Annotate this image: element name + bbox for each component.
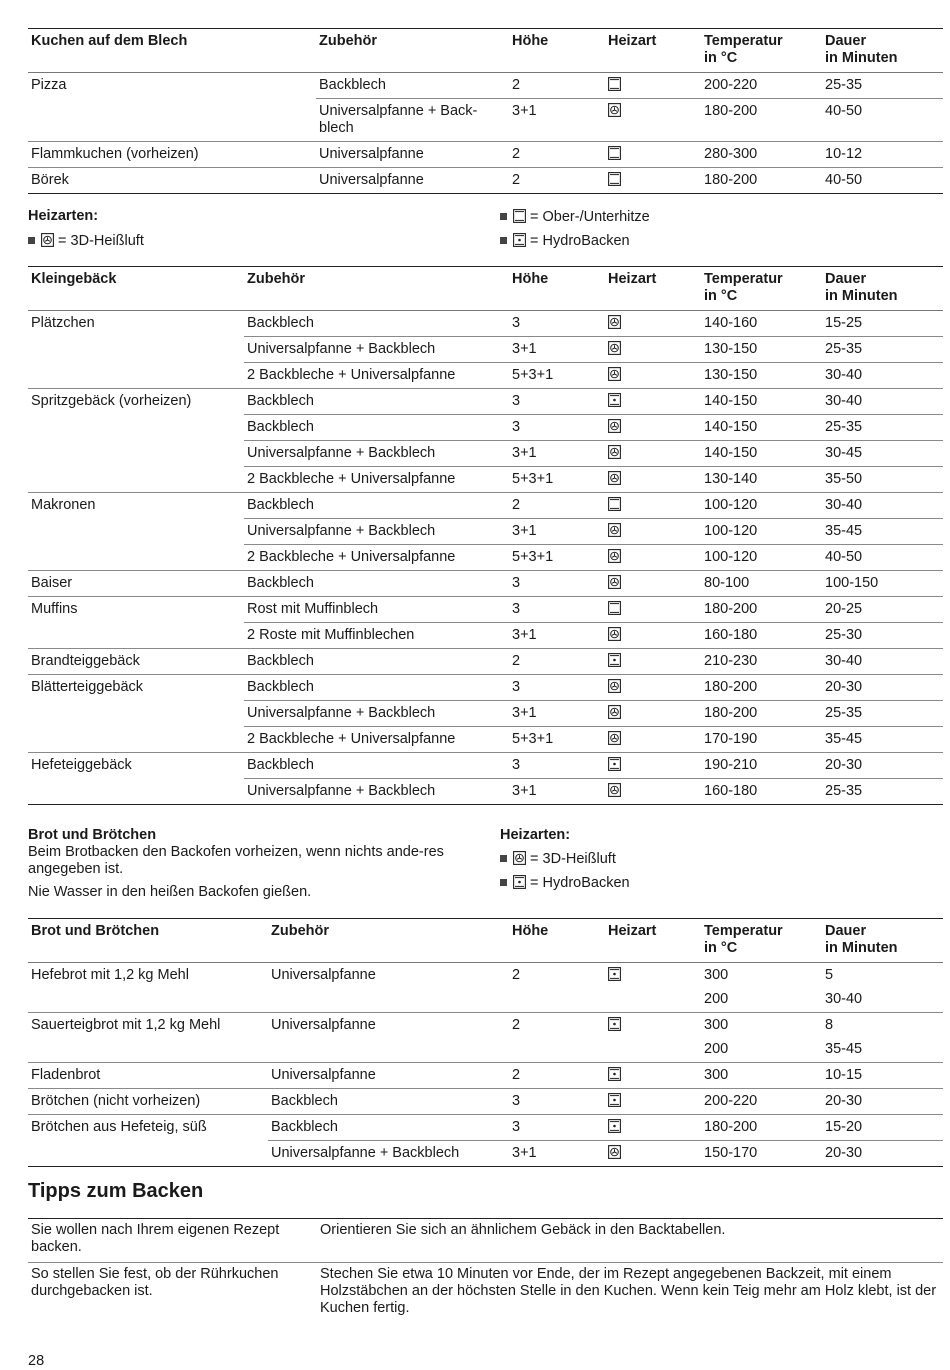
table-row [28,441,943,467]
cell-level: 2 [509,73,605,99]
cell-level: 3 [509,389,605,415]
cell-dish [28,99,316,142]
cell-temperature: 140-150 [701,389,822,415]
table-row [28,779,943,805]
table-row [28,1089,943,1115]
table-row [28,99,943,142]
cell-accessory: 2 Backbleche + Universalpfanne [244,545,509,571]
cell-dish: Fladenbrot [28,1063,268,1089]
cell-duration: 20-30 [822,1141,943,1167]
cell-temperature: 130-140 [701,467,822,493]
cell-heating [605,142,701,168]
cell-duration: 5 30-40 [822,963,943,1013]
cell-heating [605,1089,701,1115]
hydrobacken-icon [608,757,621,771]
legend-item-3d-heissluft: = 3D-Heißluft [28,232,144,250]
cell-duration: 15-20 [822,1115,943,1141]
cell-accessory: Backblech [268,1115,509,1141]
cell-level: 3+1 [509,99,605,142]
column-header-duration: Dauer in Minuten [822,919,943,963]
cell-heating [605,389,701,415]
cell-dish: Blätterteiggebäck [28,675,244,701]
cell-duration: 40-50 [822,99,943,142]
cell-heating [605,727,701,753]
cell-heating [605,597,701,623]
cell-duration: 25-35 [822,701,943,727]
cell-level: 3+1 [509,779,605,805]
cell-dish [28,727,244,753]
cell-duration: 35-45 [822,519,943,545]
cell-heating [605,753,701,779]
cell-duration: 35-45 [822,727,943,753]
hydrobacken-icon [608,1119,621,1133]
cell-heating [605,363,701,389]
column-header-level: Höhe [509,29,605,73]
cell-accessory: Universalpfanne [316,168,509,194]
cell-temperature: 150-170 [701,1141,822,1167]
3d-heissluft-icon [608,783,621,797]
cell-temperature: 180-200 [701,597,822,623]
cell-temperature: 300 [701,1063,822,1089]
cell-level: 3 [509,675,605,701]
cell-temperature: 140-150 [701,415,822,441]
section-title: Brot und Brötchen [28,827,157,843]
cell-temperature: 130-150 [701,337,822,363]
cell-level: 3+1 [509,519,605,545]
cell-temperature: 190-210 [701,753,822,779]
cell-dish [28,1141,268,1167]
cell-temperature: 100-120 [701,545,822,571]
cell-heating [605,415,701,441]
cell-accessory: Universalpfanne [268,1013,509,1063]
cell-duration: 40-50 [822,545,943,571]
cell-heating [605,1013,701,1063]
cell-duration: 30-40 [822,493,943,519]
cell-heating [605,545,701,571]
cell-heating [605,99,701,142]
hydrobacken-icon [608,967,621,981]
cell-heating [605,571,701,597]
cell-heating [605,675,701,701]
cell-duration: 25-35 [822,73,943,99]
3d-heissluft-icon [608,731,621,745]
cell-level: 5+3+1 [509,467,605,493]
cell-dish [28,363,244,389]
column-header-heating: Heizart [605,29,701,73]
table-kleingebaeck [28,266,943,805]
table-header-row [28,919,943,963]
cell-dish [28,441,244,467]
column-header-accessory: Zubehör [316,29,509,73]
table-row [28,571,943,597]
tip-question: Sie wollen nach Ihrem eigenen Rezept backen. [28,1219,317,1263]
legend-item-ober-unterhitze: = Ober-/Unterhitze [500,208,650,226]
cell-accessory: Universalpfanne + Back-blech [316,99,509,142]
tip-answer: Orientieren Sie sich an ähnlichem Gebäck in den Backtabellen. [317,1219,943,1263]
cell-level: 3+1 [509,337,605,363]
table-row [28,311,943,337]
cell-heating [605,1063,701,1089]
3d-heissluft-icon [608,549,621,563]
cell-level: 2 [509,649,605,675]
table-brot-und-broetchen [28,918,943,1167]
cell-temperature: 210-230 [701,649,822,675]
cell-level: 3+1 [509,623,605,649]
cell-dish [28,701,244,727]
ober-unterhitze-icon [608,497,621,511]
ober-unterhitze-icon [513,209,526,223]
column-header-accessory: Zubehör [244,267,509,311]
cell-duration: 25-30 [822,623,943,649]
cell-level: 5+3+1 [509,363,605,389]
tip-answer: Stechen Sie etwa 10 Minuten vor Ende, der im Rezept angegebenen Backzeit, mit einem Holzstäbchen an der höchsten Stelle in den Kuchen. Wenn kein Teig mehr am Holz klebt, ist der Kuchen fertig. [317,1263,943,1324]
cell-dish: Pizza [28,73,316,99]
cell-temperature: 180-200 [701,701,822,727]
table-row [28,363,943,389]
cell-level: 3+1 [509,1141,605,1167]
cell-level: 5+3+1 [509,545,605,571]
3d-heissluft-icon [608,341,621,355]
legend-title: Heizarten: [28,208,99,224]
table-row [28,1013,943,1063]
cell-temperature: 180-200 [701,168,822,194]
cell-heating [605,467,701,493]
cell-accessory: Universalpfanne [268,1063,509,1089]
cell-accessory: Rost mit Muffinblech [244,597,509,623]
cell-temperature: 280-300 [701,142,822,168]
cell-dish: Börek [28,168,316,194]
bullet-icon [500,879,507,886]
cell-accessory: 2 Backbleche + Universalpfanne [244,363,509,389]
3d-heissluft-icon [608,575,621,589]
cell-dish: Flammkuchen (vorheizen) [28,142,316,168]
cell-temperature: 180-200 [701,99,822,142]
3d-heissluft-icon [608,445,621,459]
cell-accessory: Backblech [244,675,509,701]
column-header-duration: Dauer in Minuten [822,29,943,73]
3d-heissluft-icon [608,627,621,641]
tips-row [28,1263,943,1324]
cell-accessory: Universalpfanne + Backblech [244,779,509,805]
cell-heating [605,441,701,467]
table-row [28,701,943,727]
cell-dish: Brötchen aus Hefeteig, süß [28,1115,268,1141]
cell-heating [605,779,701,805]
cell-heating [605,519,701,545]
3d-heissluft-icon [608,315,621,329]
cell-duration: 30-40 [822,363,943,389]
bullet-icon [28,237,35,244]
cell-heating [605,73,701,99]
table-row [28,649,943,675]
intro-text: Beim Brotbacken den Backofen vorheizen, wenn nichts ande-res angegeben ist. [28,844,444,877]
tip-question: So stellen Sie fest, ob der Rührkuchen durchgebacken ist. [28,1263,317,1324]
table-row [28,753,943,779]
cell-temperature: 160-180 [701,623,822,649]
cell-duration: 20-25 [822,597,943,623]
legend-item-3d-heissluft: = 3D-Heißluft [500,850,616,868]
cell-accessory: 2 Backbleche + Universalpfanne [244,467,509,493]
column-header-level: Höhe [509,919,605,963]
cell-level: 3 [509,1089,605,1115]
cell-dish [28,545,244,571]
cell-temperature: 140-160 [701,311,822,337]
ober-unterhitze-icon [608,172,621,186]
3d-heissluft-icon [608,367,621,381]
cell-level: 3 [509,311,605,337]
cell-dish: Muffins [28,597,244,623]
cell-dish: Baiser [28,571,244,597]
cell-heating [605,701,701,727]
cell-accessory: Universalpfanne + Backblech [244,519,509,545]
cell-level: 3 [509,1115,605,1141]
bullet-icon [500,237,507,244]
cell-level: 3+1 [509,701,605,727]
cell-level: 3+1 [509,441,605,467]
table-row [28,389,943,415]
cell-dish: Hefeteiggebäck [28,753,244,779]
cell-level: 2 [509,963,605,1013]
cell-temperature: 180-200 [701,675,822,701]
cell-level: 3 [509,571,605,597]
table-row [28,545,943,571]
cell-dish [28,779,244,805]
cell-duration: 35-50 [822,467,943,493]
table-row [28,1115,943,1141]
cell-duration: 20-30 [822,753,943,779]
cell-dish [28,519,244,545]
cell-temperature: 160-180 [701,779,822,805]
cell-duration: 8 35-45 [822,1013,943,1063]
cell-heating [605,311,701,337]
3d-heissluft-icon [608,103,621,117]
cell-accessory: Universalpfanne + Backblech [244,441,509,467]
cell-dish: Plätzchen [28,311,244,337]
3d-heissluft-icon [608,705,621,719]
table-row [28,142,943,168]
column-header-temperature: Temperatur in °C [701,267,822,311]
hydrobacken-icon [608,1017,621,1031]
bread-intro [28,827,468,901]
cell-accessory: 2 Backbleche + Universalpfanne [244,727,509,753]
3d-heissluft-icon [608,471,621,485]
cell-duration: 25-35 [822,415,943,441]
hydrobacken-icon [608,653,621,667]
table-row [28,623,943,649]
column-header-dish: Kleingebäck [28,267,244,311]
cell-duration: 25-35 [822,337,943,363]
cell-duration: 30-40 [822,389,943,415]
cell-accessory: Backblech [244,415,509,441]
cell-level: 2 [509,142,605,168]
cell-dish [28,467,244,493]
table-row [28,963,943,1013]
column-header-temperature: Temperatur in °C [701,919,822,963]
cell-duration: 25-35 [822,779,943,805]
table-row [28,1141,943,1167]
cell-accessory: Backblech [244,753,509,779]
cell-accessory: Universalpfanne + Backblech [244,337,509,363]
hydrobacken-icon [608,393,621,407]
table-row [28,337,943,363]
table-header-row [28,29,943,73]
cell-temperature: 200-220 [701,73,822,99]
3d-heissluft-icon [608,679,621,693]
intro-note: Nie Wasser in den heißen Backofen gießen. [28,884,312,900]
table-row [28,493,943,519]
cell-temperature: 130-150 [701,363,822,389]
cell-level: 2 [509,168,605,194]
hydrobacken-icon [608,1067,621,1081]
column-header-level: Höhe [509,267,605,311]
column-header-heating: Heizart [605,267,701,311]
ober-unterhitze-icon [608,77,621,91]
table-header-row [28,267,943,311]
column-header-heating: Heizart [605,919,701,963]
cell-duration: 10-12 [822,142,943,168]
cell-accessory: Universalpfanne [316,142,509,168]
cell-accessory: Backblech [316,73,509,99]
cell-duration: 40-50 [822,168,943,194]
3d-heissluft-icon [608,523,621,537]
cell-heating [605,649,701,675]
cell-heating [605,1141,701,1167]
column-header-duration: Dauer in Minuten [822,267,943,311]
cell-dish: Hefebrot mit 1,2 kg Mehl [28,963,268,1013]
cell-level: 5+3+1 [509,727,605,753]
table-row [28,73,943,99]
cell-accessory: Backblech [244,311,509,337]
cell-temperature: 170-190 [701,727,822,753]
3d-heissluft-icon [513,851,526,865]
cell-accessory: Backblech [244,389,509,415]
cell-dish [28,623,244,649]
column-header-dish: Brot und Brötchen [28,919,268,963]
cell-level: 3 [509,753,605,779]
cell-duration: 10-15 [822,1063,943,1089]
cell-temperature: 140-150 [701,441,822,467]
cell-temperature: 300 200 [701,1013,822,1063]
cell-level: 3 [509,597,605,623]
cell-accessory: Universalpfanne [268,963,509,1013]
cell-temperature: 200-220 [701,1089,822,1115]
cell-temperature: 180-200 [701,1115,822,1141]
cell-accessory: Universalpfanne + Backblech [268,1141,509,1167]
page-number: 28 [28,1353,45,1369]
ober-unterhitze-icon [608,146,621,160]
cell-dish: Sauerteigbrot mit 1,2 kg Mehl [28,1013,268,1063]
cell-level: 2 [509,1063,605,1089]
ober-unterhitze-icon [608,601,621,615]
tips-row [28,1219,943,1263]
cell-heating [605,493,701,519]
table-row [28,597,943,623]
legend-item-hydrobacken: = HydroBacken [500,874,630,892]
cell-accessory: Universalpfanne + Backblech [244,701,509,727]
table-row [28,1063,943,1089]
cell-heating [605,963,701,1013]
cell-temperature: 300 200 [701,963,822,1013]
legend-title: Heizarten: [500,827,571,843]
cell-dish [28,337,244,363]
cell-temperature: 100-120 [701,493,822,519]
table-row [28,467,943,493]
cell-dish: Makronen [28,493,244,519]
cell-heating [605,1115,701,1141]
cell-accessory: Backblech [244,649,509,675]
cell-accessory: Backblech [244,493,509,519]
tips-table [28,1218,943,1323]
cell-duration: 20-30 [822,675,943,701]
cell-duration: 20-30 [822,1089,943,1115]
cell-level: 2 [509,1013,605,1063]
cell-level: 2 [509,493,605,519]
bullet-icon [500,213,507,220]
table-row [28,727,943,753]
cell-accessory: 2 Roste mit Muffinblechen [244,623,509,649]
cell-heating [605,168,701,194]
table-row [28,415,943,441]
hydrobacken-icon [513,875,526,889]
column-header-dish: Kuchen auf dem Blech [28,29,316,73]
cell-duration: 30-40 [822,649,943,675]
3d-heissluft-icon [608,1145,621,1159]
cell-heating [605,623,701,649]
bullet-icon [500,855,507,862]
hydrobacken-icon [608,1093,621,1107]
cell-heating [605,337,701,363]
cell-dish: Brandteiggebäck [28,649,244,675]
cell-dish: Spritzgebäck (vorheizen) [28,389,244,415]
legend-item-hydrobacken: = HydroBacken [500,232,630,250]
cell-dish: Brötchen (nicht vorheizen) [28,1089,268,1115]
table-kuchen-auf-dem-blech [28,28,943,194]
hydrobacken-icon [513,233,526,247]
cell-accessory: Backblech [244,571,509,597]
cell-duration: 30-45 [822,441,943,467]
cell-dish [28,415,244,441]
cell-duration: 15-25 [822,311,943,337]
table-row [28,675,943,701]
3d-heissluft-icon [608,419,621,433]
column-header-accessory: Zubehör [268,919,509,963]
cell-level: 3 [509,415,605,441]
cell-accessory: Backblech [268,1089,509,1115]
column-header-temperature: Temperatur in °C [701,29,822,73]
table-row [28,168,943,194]
cell-temperature: 100-120 [701,519,822,545]
cell-temperature: 80-100 [701,571,822,597]
tips-heading: Tipps zum Backen [28,1180,204,1202]
3d-heissluft-icon [41,233,54,247]
cell-duration: 100-150 [822,571,943,597]
table-row [28,519,943,545]
